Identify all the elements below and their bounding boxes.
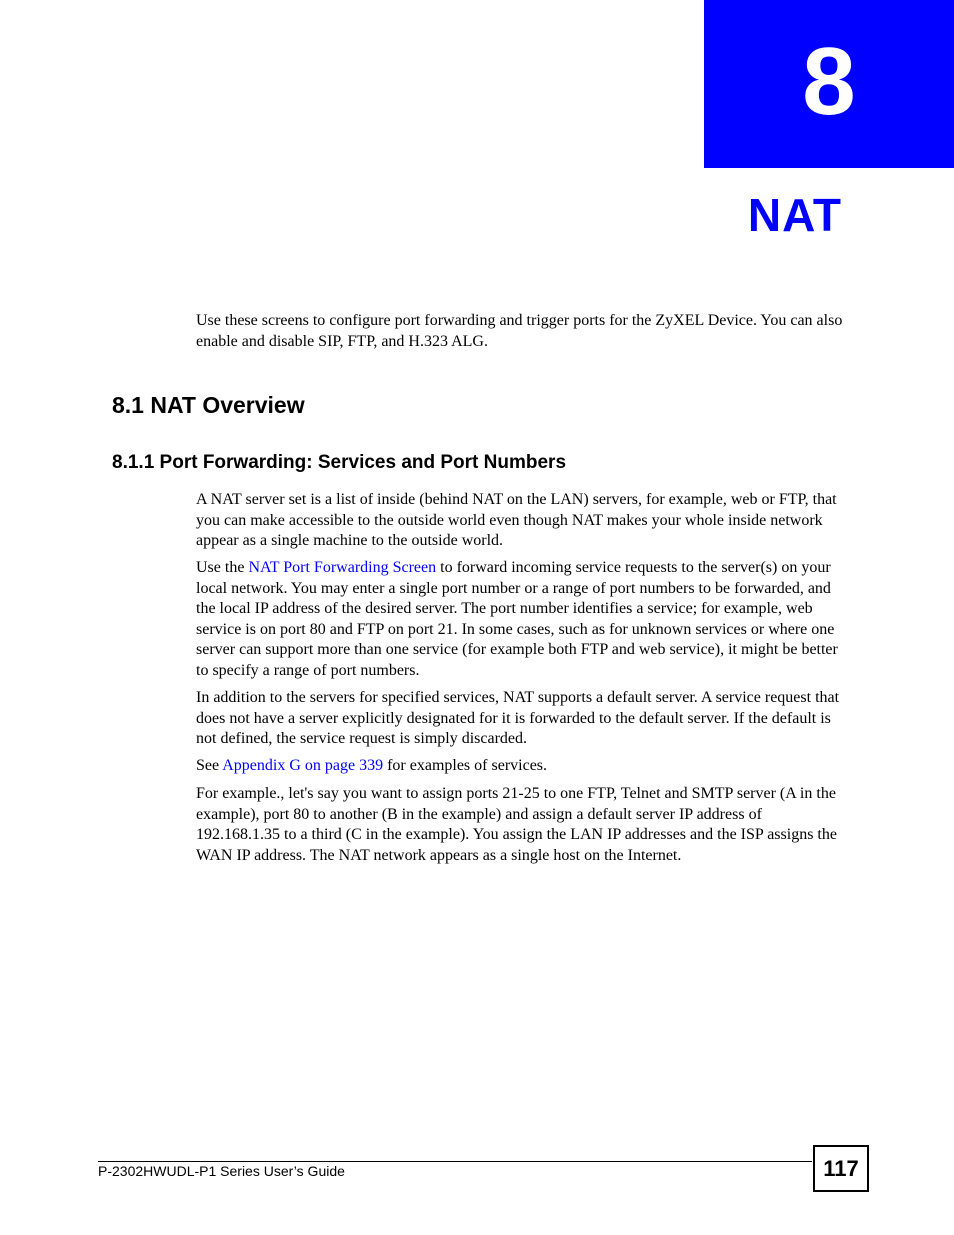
paragraph-text: Use the <box>196 559 249 576</box>
section-heading: 8.1 NAT Overview <box>112 392 305 418</box>
paragraph-text: for examples of services. <box>383 757 548 774</box>
appendix-g-link[interactable]: Appendix G on page 339 <box>222 757 384 774</box>
paragraph-nat-server-set: A NAT server set is a list of inside (behind NAT on the LAN) servers, for example, web or FTP, that you can make accessible to the outside world even though NAT makes your whole inside network appear as a single machine to the outside world. <box>196 491 837 549</box>
paragraph-text: to forward incoming service requests to the server(s) on your local network. You may enter a single port number or a range of port numbers to be forwarded, and the local IP address of the desired server. The port number identifies a service; for example, web service is on port 80 and FTP on port 21. In some cases, such as for unknown services or where one server can support more than one service (for example both FTP and web service), it might be better to specify a range of port numbers. <box>196 559 838 679</box>
paragraph-default-server: In addition to the servers for specified services, NAT supports a default server. A service request that does not have a server explicitly designated for it is forwarded to the default server. If the default is not defined, the service request is simply discarded. <box>196 689 840 747</box>
footer-guide-title: P-2302HWUDL-P1 Series User’s Guide <box>98 1163 345 1179</box>
paragraph-port-forwarding <box>196 558 846 681</box>
paragraph-text: See <box>196 757 223 774</box>
chapter-number: 8 <box>802 28 856 135</box>
paragraph-example: For example., let's say you want to assign ports 21-25 to one FTP, Telnet and SMTP server (A in the example), port 80 to another (B in the example) and assign a default server IP address of 192.168.1.35 to a third (C in the example). You assign the LAN IP addresses and the ISP assigns the WAN IP address. The NAT network appears as a single host on the Internet. <box>196 785 837 864</box>
chapter-title: NAT <box>747 189 842 241</box>
intro-paragraph: Use these screens to configure port forwarding and trigger ports for the ZyXEL Device. You can also enable and disable SIP, FTP, and H.323 ALG. <box>196 312 843 350</box>
chapter-number-box <box>704 0 954 168</box>
paragraph-see-appendix <box>196 756 846 777</box>
page-number: 117 <box>813 1145 869 1192</box>
subsection-heading: 8.1.1 Port Forwarding: Services and Port Numbers <box>112 452 567 473</box>
nat-port-forwarding-screen-link[interactable]: NAT Port Forwarding Screen <box>248 559 437 576</box>
